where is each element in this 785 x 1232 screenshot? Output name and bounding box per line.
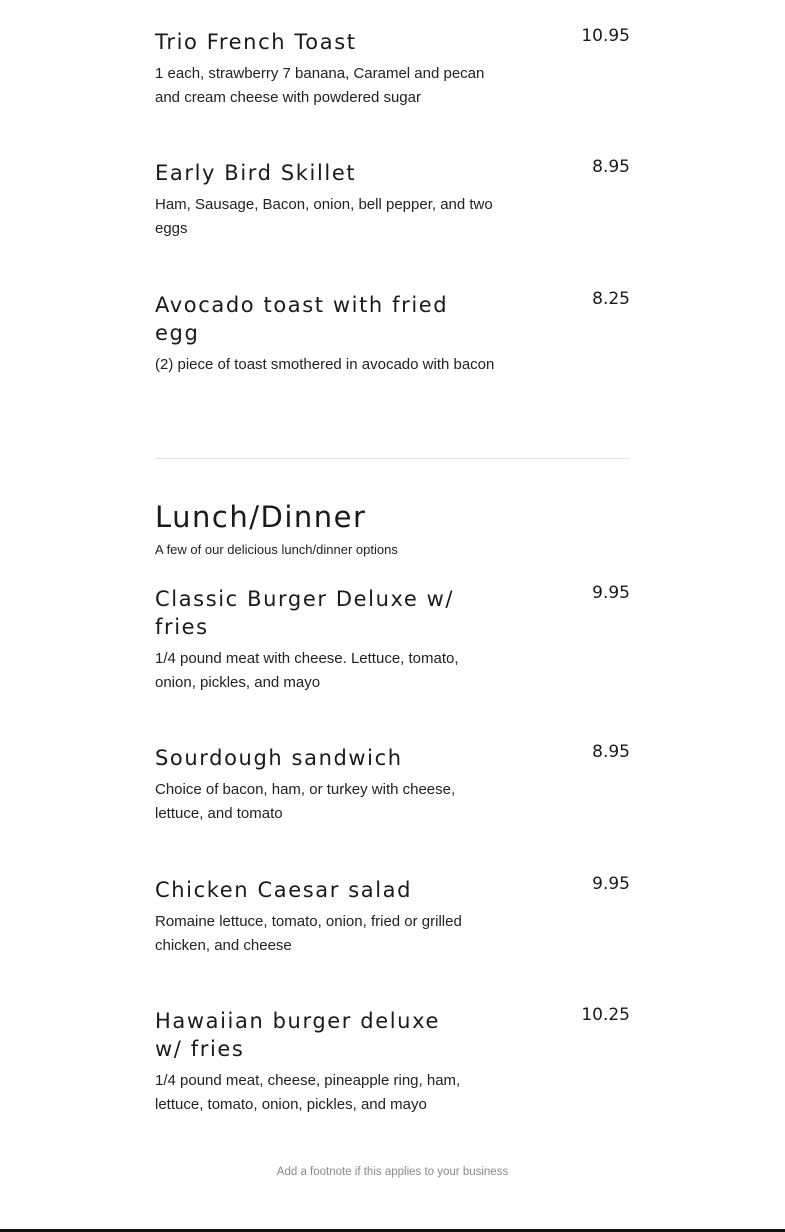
menu-item: [155, 744, 630, 826]
menu-item-price: 8.25: [592, 289, 630, 309]
menu-item-name: Chicken Caesar salad: [155, 878, 413, 902]
menu-item-description: Romaine lettuce, tomato, onion, fried or grilled chicken, and cheese: [155, 913, 462, 954]
menu-item-price: 8.95: [592, 157, 630, 177]
section-title: Lunch/Dinner: [155, 500, 367, 534]
menu-item-description: 1 each, strawberry 7 banana, Caramel and pecan and cream cheese with powdered sugar: [155, 65, 485, 106]
menu-item-description: (2) piece of toast smothered in avocado with bacon: [155, 356, 495, 373]
menu-item: [155, 159, 630, 241]
section-divider: [155, 458, 630, 459]
section-subtitle: A few of our delicious lunch/dinner options: [155, 542, 398, 557]
menu-item: [155, 585, 630, 695]
footnote: Add a footnote if this applies to your business: [276, 1166, 509, 1178]
menu-item: [155, 291, 630, 377]
menu-item-price: 10.25: [581, 1005, 630, 1025]
menu-item-price: 8.95: [592, 742, 630, 762]
menu-item-name: Sourdough sandwich: [155, 746, 403, 770]
menu-item-description: 1/4 pound meat with cheese. Lettuce, tomato, onion, pickles, and mayo: [155, 650, 459, 691]
menu-item: [155, 1007, 630, 1117]
menu-item-name: Classic Burger Deluxe w/ fries: [155, 587, 455, 639]
menu-item-description: Ham, Sausage, Bacon, onion, bell pepper, and two eggs: [155, 196, 493, 237]
menu-item-description: Choice of bacon, ham, or turkey with cheese, lettuce, and tomato: [155, 781, 456, 822]
menu-item-description: 1/4 pound meat, cheese, pineapple ring, ham, lettuce, tomato, onion, pickles, and mayo: [155, 1072, 461, 1113]
menu-item-name: Avocado toast with fried egg: [155, 293, 449, 345]
menu-item-price: 10.95: [581, 26, 630, 46]
menu-item-price: 9.95: [592, 874, 630, 894]
menu-item: [155, 28, 630, 110]
menu-item-name: Trio French Toast: [155, 30, 357, 54]
menu-item-name: Hawaiian burger deluxe w/ fries: [155, 1009, 440, 1061]
menu-item: [155, 876, 630, 958]
menu-item-price: 9.95: [592, 583, 630, 603]
menu-item-name: Early Bird Skillet: [155, 161, 357, 185]
